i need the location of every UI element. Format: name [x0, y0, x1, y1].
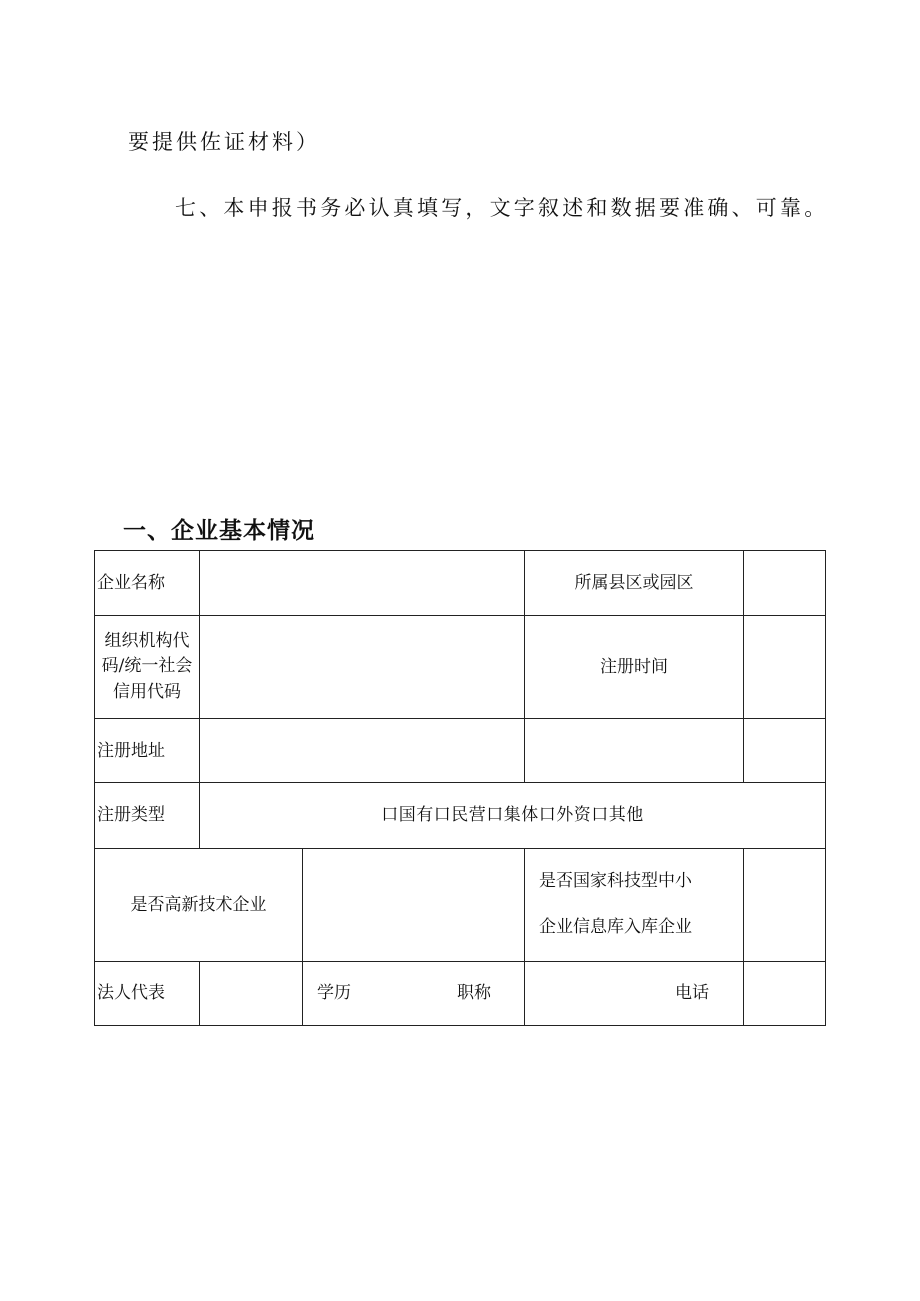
- phone-field[interactable]: [744, 961, 826, 1025]
- company-name-field[interactable]: [200, 551, 525, 616]
- district-field[interactable]: [744, 551, 826, 616]
- section-title: 一、企业基本情况: [123, 518, 315, 544]
- sme-label: [525, 848, 744, 961]
- table-row: [95, 848, 826, 961]
- reg-time-field[interactable]: [744, 616, 826, 719]
- phone-label: 电话: [525, 961, 744, 1025]
- district-label: 所属县区或园区: [525, 551, 744, 616]
- reg-type-options[interactable]: 口国有口民营口集体口外资口其他: [200, 783, 826, 848]
- company-info-table: [94, 550, 826, 1026]
- sme-label-line1: 是否国家科技型中小: [539, 870, 692, 891]
- hightech-label: 是否高新技术企业: [95, 848, 303, 961]
- org-code-label: 组织机构代码/统一社会信用代码: [95, 616, 200, 719]
- reg-address-label: 注册地址: [95, 719, 200, 783]
- hightech-field[interactable]: [303, 848, 525, 961]
- org-code-field[interactable]: [200, 616, 525, 719]
- education-title-labels: [303, 982, 524, 1004]
- paragraph-supporting-materials: 要提供佐证材料）: [128, 130, 320, 154]
- education-label: 学历: [317, 983, 351, 1004]
- sme-label-line2: 企业信息库入库企业: [539, 916, 692, 937]
- sme-field[interactable]: [744, 848, 826, 961]
- reg-time-label: 注册时间: [525, 616, 744, 719]
- legal-rep-label: 法人代表: [95, 961, 200, 1025]
- table-row: [95, 783, 826, 848]
- table-row: [95, 616, 826, 719]
- company-name-label: 企业名称: [95, 551, 200, 616]
- legal-rep-field[interactable]: [200, 961, 303, 1025]
- paragraph-item-seven: 七、本申报书务必认真填写，文字叙述和数据要准确、可靠。: [175, 196, 829, 220]
- reg-type-label: 注册类型: [95, 783, 200, 848]
- table-row: [95, 719, 826, 783]
- education-title-cell[interactable]: [303, 961, 525, 1025]
- title-label: 职称: [457, 983, 491, 1004]
- table-row: [95, 551, 826, 616]
- table-row: [95, 961, 826, 1025]
- reg-address-extra-field[interactable]: [525, 719, 744, 783]
- reg-address-extra-field-2[interactable]: [744, 719, 826, 783]
- reg-address-field[interactable]: [200, 719, 525, 783]
